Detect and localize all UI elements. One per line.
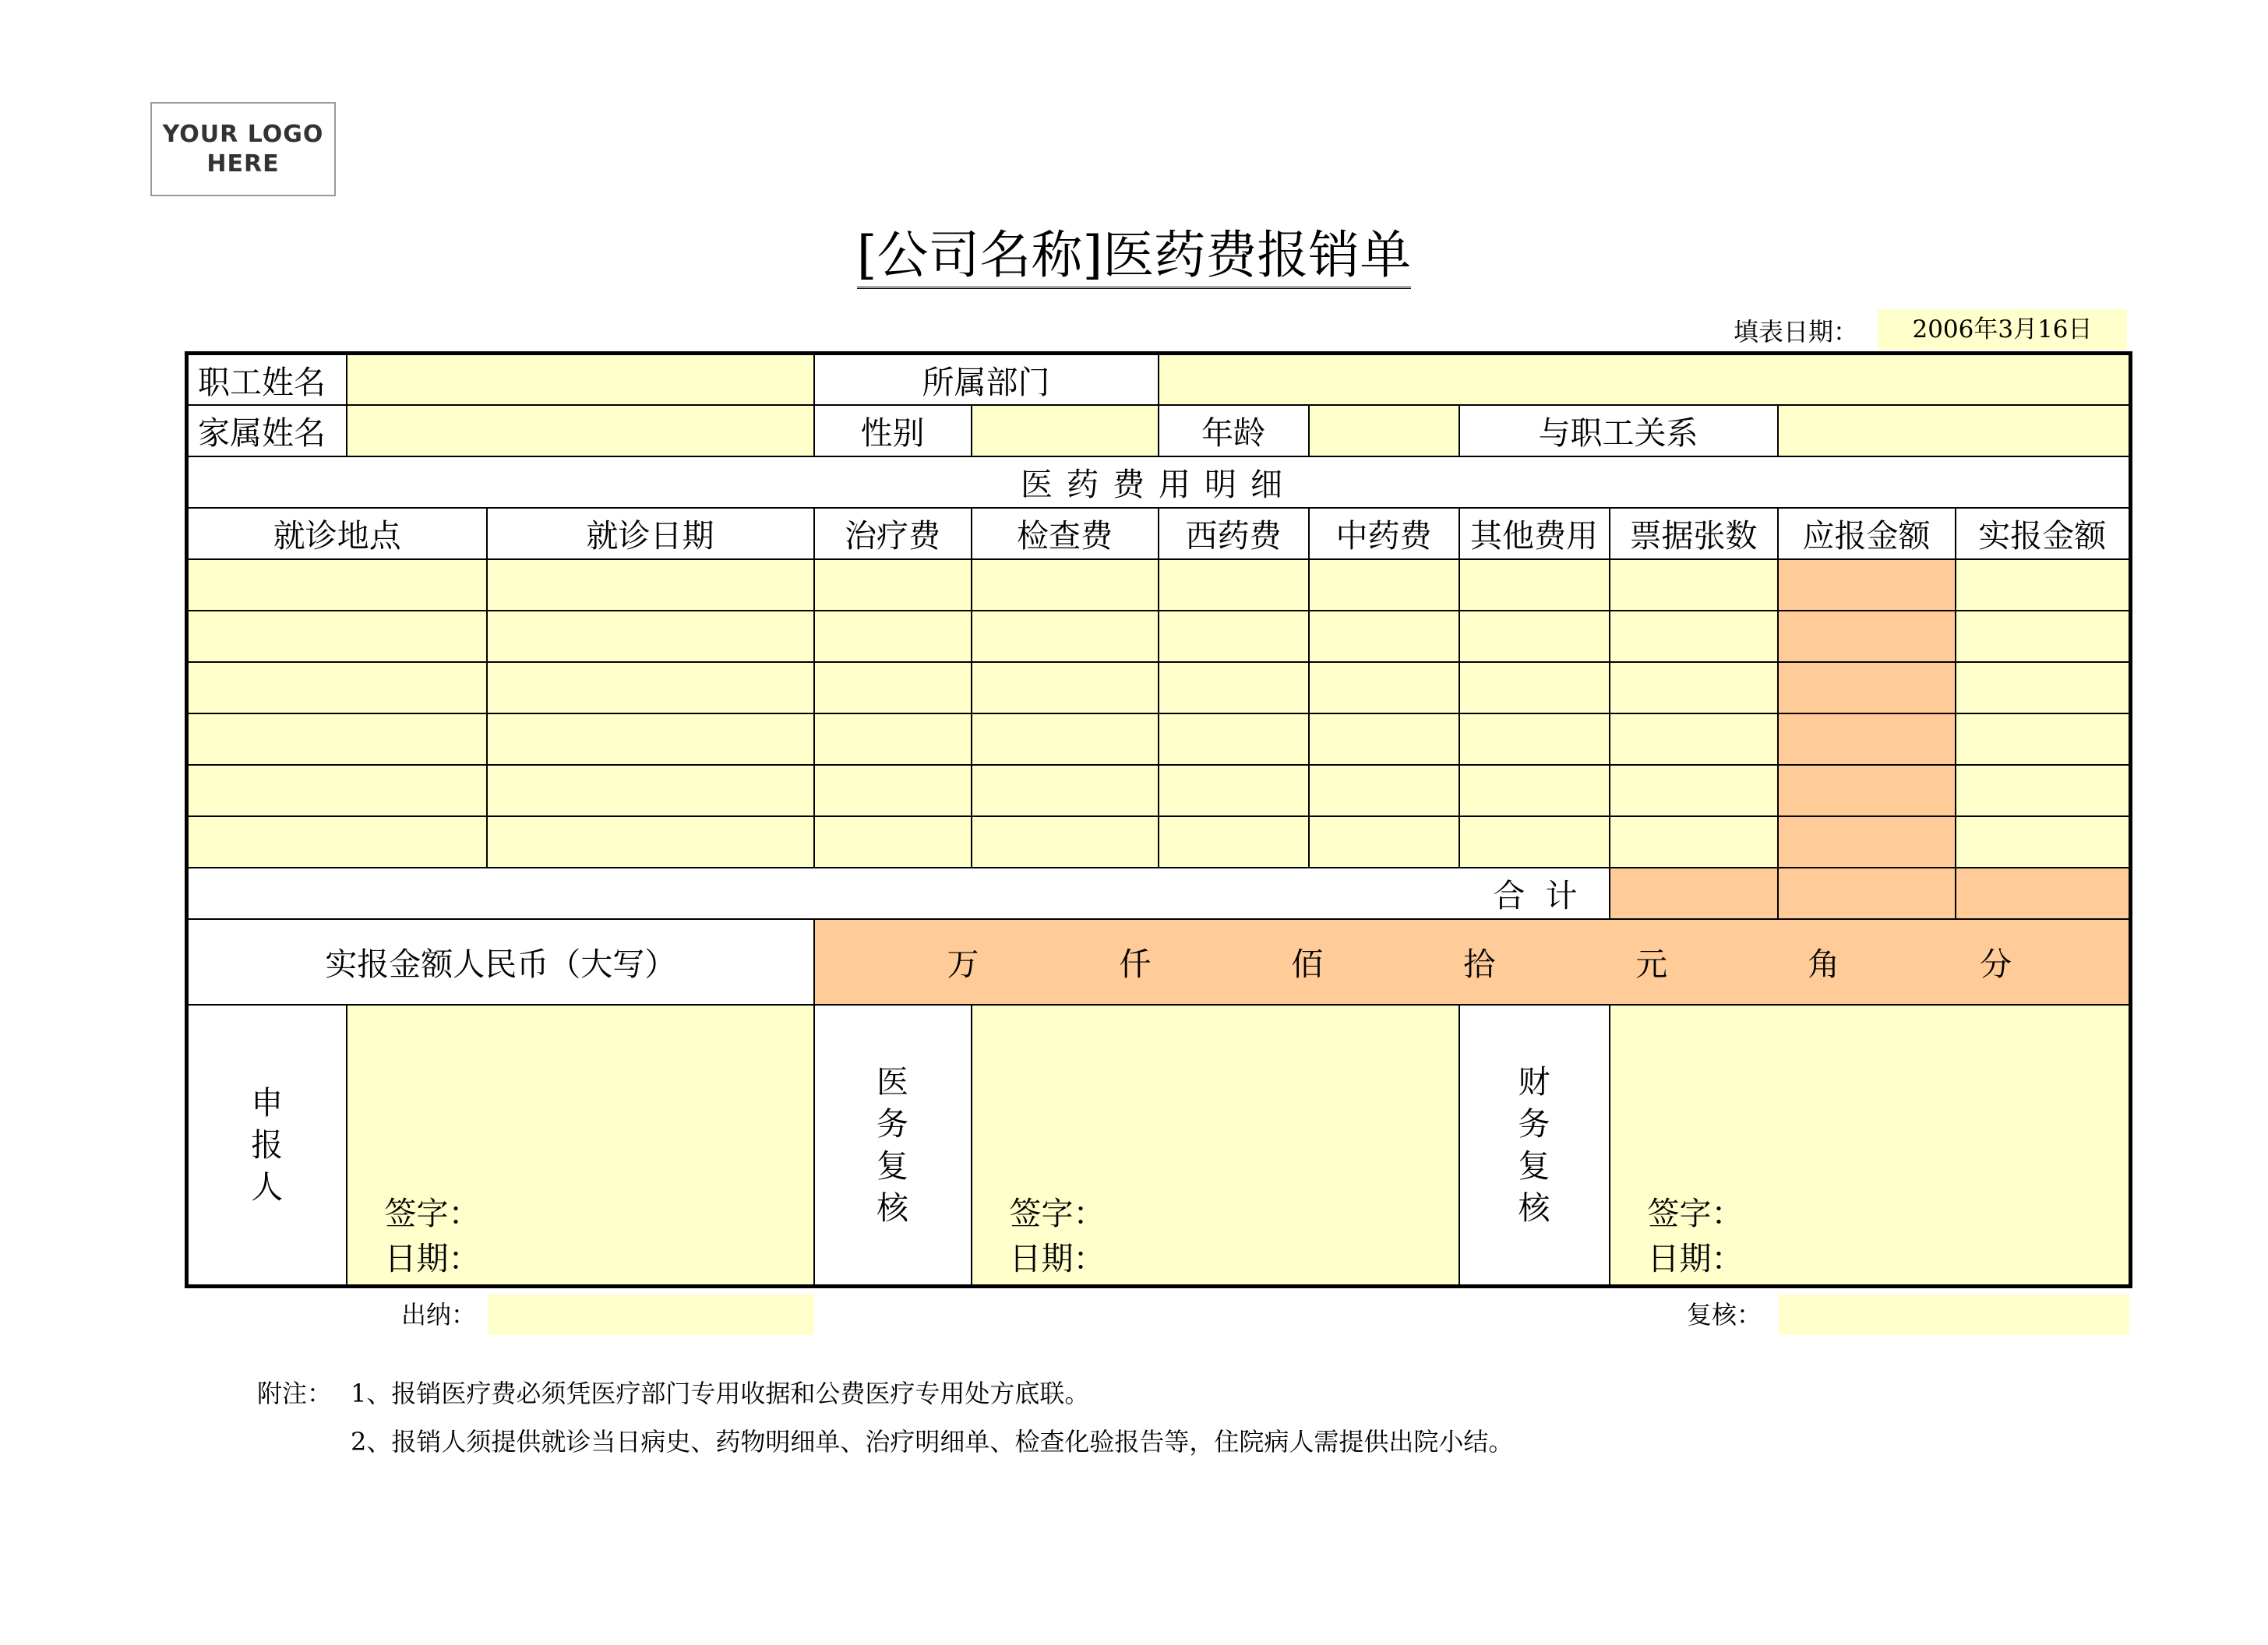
table-row (187, 816, 2131, 868)
detail-section-title: 医药费用明细 (187, 456, 2131, 508)
amount-units (815, 939, 2129, 985)
recheck-field[interactable] (1779, 1295, 2129, 1335)
unit-bai: 佰 (1291, 946, 1324, 983)
treatment-fee-cell[interactable] (814, 765, 972, 816)
employee-name-field[interactable] (347, 354, 814, 405)
total-payable-amount-cell (1778, 868, 1956, 919)
department-label: 所属部门 (814, 354, 1159, 405)
company-logo-placeholder (150, 102, 336, 196)
actual-amount-cell[interactable] (1956, 662, 2131, 713)
visit-place-cell[interactable] (187, 765, 487, 816)
visit-date-cell[interactable] (487, 611, 814, 662)
western-medicine-fee-cell[interactable] (1159, 713, 1309, 765)
other-fee-cell[interactable] (1459, 713, 1610, 765)
column-header: 检查费 (972, 508, 1159, 559)
other-fee-cell[interactable] (1459, 611, 1610, 662)
date-label: 日期： (384, 1240, 481, 1277)
table-row (187, 713, 2131, 765)
finance-sign-block (1648, 1191, 1744, 1281)
sign-label: 签字： (1009, 1195, 1106, 1232)
payable-amount-cell (1778, 765, 1956, 816)
table-row (187, 611, 2131, 662)
visit-place-cell[interactable] (187, 559, 487, 611)
chinese-medicine-fee-cell[interactable] (1309, 611, 1459, 662)
unit-fen: 分 (1979, 946, 2012, 983)
medical-sign-block (1010, 1191, 1106, 1281)
notes-prefix: 附注： (257, 1379, 333, 1408)
receipt-count-cell[interactable] (1610, 713, 1778, 765)
visit-date-cell[interactable] (487, 816, 814, 868)
sign-label: 签字： (1647, 1195, 1744, 1232)
receipt-count-cell[interactable] (1610, 816, 1778, 868)
western-medicine-fee-cell[interactable] (1159, 765, 1309, 816)
date-label: 日期： (1009, 1240, 1106, 1277)
finance-review-label: 财 务 复 核 (1459, 1005, 1610, 1287)
logo-text: YOUR LOGO HERE (162, 120, 324, 178)
unit-yuan: 元 (1635, 946, 1668, 983)
exam-fee-cell[interactable] (972, 611, 1159, 662)
actual-amount-cell[interactable] (1956, 713, 2131, 765)
treatment-fee-cell[interactable] (814, 611, 972, 662)
other-fee-cell[interactable] (1459, 816, 1610, 868)
total-actual-amount-cell (1956, 868, 2131, 919)
western-medicine-fee-cell[interactable] (1159, 559, 1309, 611)
age-label: 年龄 (1159, 405, 1309, 456)
applicant-label: 申 报 人 (187, 1005, 347, 1287)
receipt-count-cell[interactable] (1610, 662, 1778, 713)
western-medicine-fee-cell[interactable] (1159, 662, 1309, 713)
receipt-count-cell[interactable] (1610, 559, 1778, 611)
note-item: 2、报销人须提供就诊当日病史、药物明细单、治疗明细单、检查化验报告等，住院病人需提供出院小结。 (351, 1427, 1514, 1457)
treatment-fee-cell[interactable] (814, 559, 972, 611)
family-name-field[interactable] (347, 405, 814, 456)
visit-place-cell[interactable] (187, 713, 487, 765)
employee-name-label: 职工姓名 (187, 354, 347, 405)
relation-label: 与职工关系 (1459, 405, 1778, 456)
page-title-text: [公司名称]医药费报销单 (857, 225, 1412, 289)
cashier-field[interactable] (489, 1295, 814, 1335)
gender-field[interactable] (972, 405, 1159, 456)
fill-date-label: 填表日期： (1734, 317, 1859, 347)
table-row (187, 765, 2131, 816)
treatment-fee-cell[interactable] (814, 662, 972, 713)
column-header: 西药费 (1159, 508, 1309, 559)
receipt-count-cell[interactable] (1610, 611, 1778, 662)
cashier-label: 出纳： (401, 1300, 477, 1330)
western-medicine-fee-cell[interactable] (1159, 611, 1309, 662)
page-title (0, 224, 2268, 287)
recheck-label: 复核： (1687, 1300, 1762, 1330)
relation-field[interactable] (1778, 405, 2131, 456)
payable-amount-cell (1778, 559, 1956, 611)
unit-wan: 万 (947, 946, 979, 983)
unit-qian: 仟 (1119, 946, 1152, 983)
other-fee-cell[interactable] (1459, 559, 1610, 611)
other-fee-cell[interactable] (1459, 662, 1610, 713)
payable-amount-cell (1778, 713, 1956, 765)
column-header: 就诊日期 (487, 508, 814, 559)
exam-fee-cell[interactable] (972, 662, 1159, 713)
notes (257, 1369, 1513, 1466)
receipt-count-cell[interactable] (1610, 765, 1778, 816)
finance-review-sign-field[interactable] (1610, 1005, 2131, 1287)
column-header: 就诊地点 (187, 508, 487, 559)
payable-amount-cell (1778, 816, 1956, 868)
treatment-fee-cell[interactable] (814, 713, 972, 765)
applicant-sign-block (385, 1191, 481, 1281)
exam-fee-cell[interactable] (972, 559, 1159, 611)
total-receipt-count-cell (1610, 868, 1778, 919)
gender-label: 性别 (814, 405, 972, 456)
exam-fee-cell[interactable] (972, 713, 1159, 765)
visit-date-cell[interactable] (487, 662, 814, 713)
chinese-medicine-fee-cell[interactable] (1309, 559, 1459, 611)
actual-amount-cell[interactable] (1956, 765, 2131, 816)
family-name-label: 家属姓名 (187, 405, 347, 456)
actual-amount-cell[interactable] (1956, 559, 2131, 611)
date-label: 日期： (1647, 1240, 1744, 1277)
chinese-medicine-fee-cell[interactable] (1309, 713, 1459, 765)
column-header: 票据张数 (1610, 508, 1778, 559)
unit-jiao: 角 (1808, 946, 1840, 983)
sign-label: 签字： (384, 1195, 481, 1232)
payable-amount-cell (1778, 611, 1956, 662)
amount-in-words-label: 实报金额人民币（大写） (187, 919, 814, 1005)
reimbursement-form (185, 351, 2132, 1288)
amount-in-words-field[interactable] (814, 919, 2131, 1005)
column-header: 中药费 (1309, 508, 1459, 559)
table-row (187, 559, 2131, 611)
actual-amount-cell[interactable] (1956, 816, 2131, 868)
unit-shi: 拾 (1463, 946, 1496, 983)
visit-place-cell[interactable] (187, 816, 487, 868)
visit-date-cell[interactable] (487, 765, 814, 816)
table-row (187, 662, 2131, 713)
department-field[interactable] (1159, 354, 2131, 405)
fill-date-field[interactable]: 2006年3月16日 (1878, 309, 2127, 350)
chinese-medicine-fee-cell[interactable] (1309, 662, 1459, 713)
column-header: 其他费用 (1459, 508, 1610, 559)
note-item: 1、报销医疗费必须凭医疗部门专用收据和公费医疗专用处方底联。 (351, 1379, 1090, 1408)
column-header: 应报金额 (1778, 508, 1956, 559)
total-label (187, 868, 1610, 919)
exam-fee-cell[interactable] (972, 816, 1159, 868)
visit-date-cell[interactable] (487, 559, 814, 611)
visit-place-cell[interactable] (187, 611, 487, 662)
medical-review-label: 医 务 复 核 (814, 1005, 972, 1287)
payable-amount-cell (1778, 662, 1956, 713)
actual-amount-cell[interactable] (1956, 611, 2131, 662)
other-fee-cell[interactable] (1459, 765, 1610, 816)
total-label-text: 合 计 (1493, 877, 1578, 914)
treatment-fee-cell[interactable] (814, 816, 972, 868)
chinese-medicine-fee-cell[interactable] (1309, 765, 1459, 816)
visit-place-cell[interactable] (187, 662, 487, 713)
age-field[interactable] (1309, 405, 1459, 456)
applicant-sign-field[interactable] (347, 1005, 814, 1287)
visit-date-cell[interactable] (487, 713, 814, 765)
column-header: 治疗费 (814, 508, 972, 559)
exam-fee-cell[interactable] (972, 765, 1159, 816)
chinese-medicine-fee-cell[interactable] (1309, 816, 1459, 868)
medical-review-sign-field[interactable] (972, 1005, 1459, 1287)
column-header: 实报金额 (1956, 508, 2131, 559)
western-medicine-fee-cell[interactable] (1159, 816, 1309, 868)
